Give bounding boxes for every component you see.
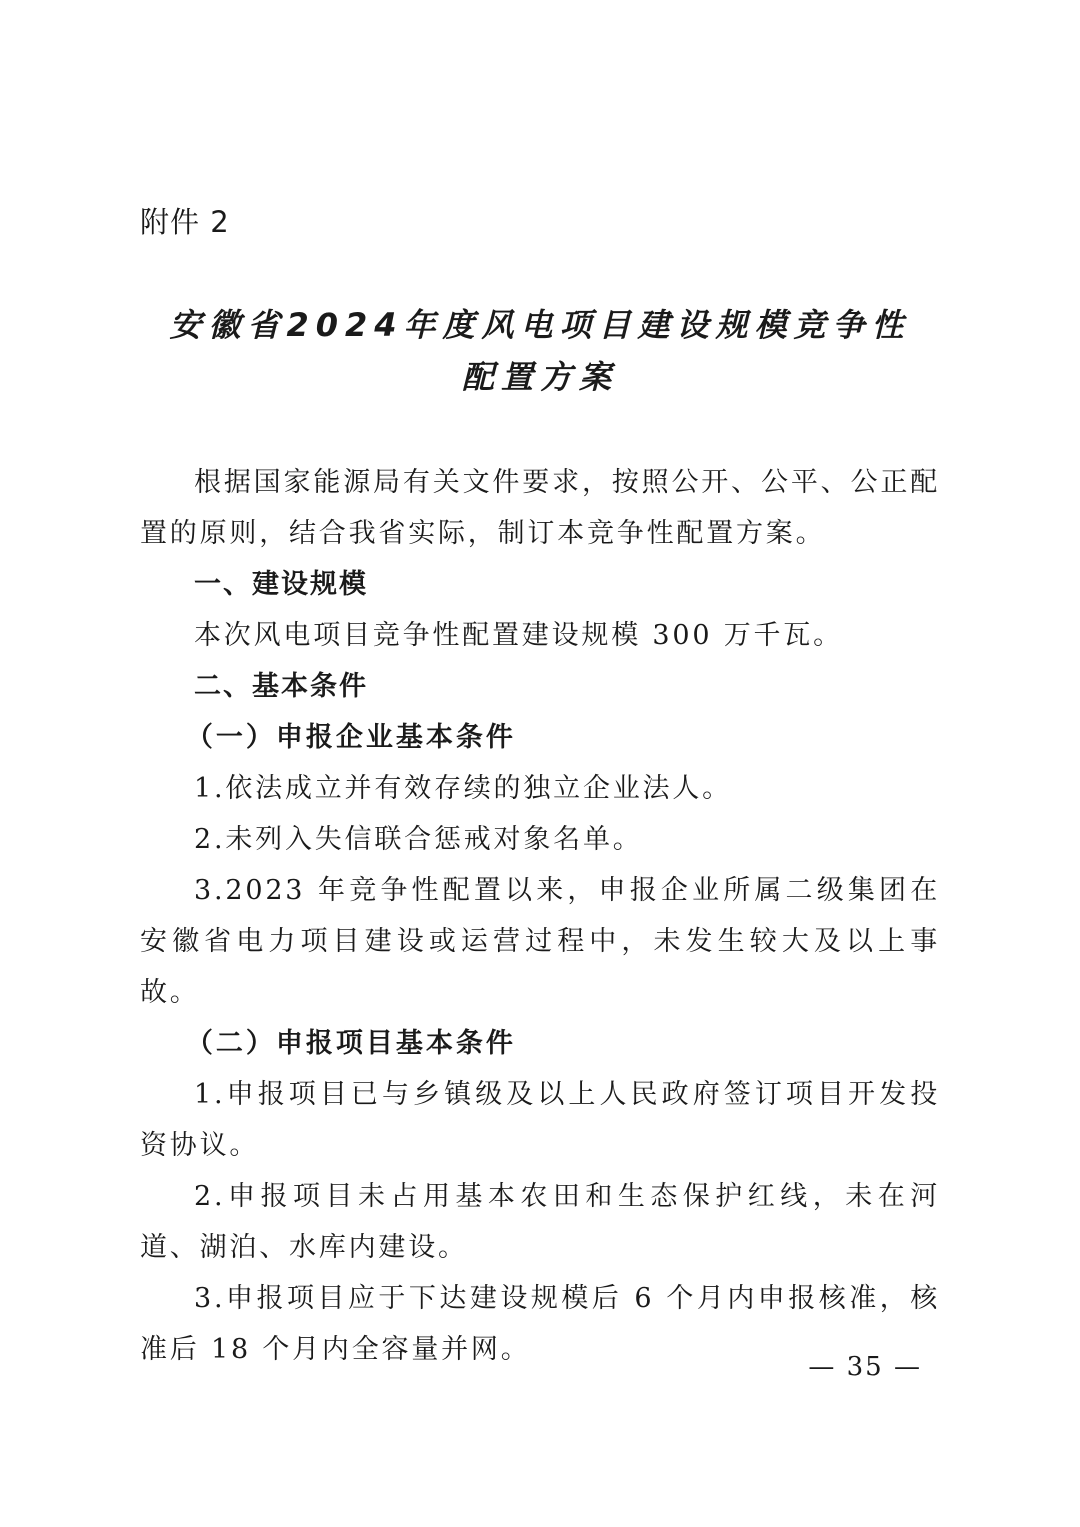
document-body [140,457,940,1375]
project-condition-1: 1.申报项目已与乡镇级及以上人民政府签订项目开发投资协议。 [140,1079,940,1161]
enterprise-condition-3: 3.2023 年竞争性配置以来，申报企业所属二级集团在安徽省电力项目建设或运营过程中，未发生较大及以上事故。 [140,875,940,1008]
attachment-label: 附件 2 [140,205,230,239]
enterprise-condition-2: 2.未列入失信联合惩戒对象名单。 [194,824,643,855]
subsection-heading-project: （二）申报项目基本条件 [185,1028,516,1059]
section-heading-conditions: 二、基本条件 [194,671,368,702]
document-title-line-1: 安徽省2024年度风电项目建设规模竞争性 [169,306,911,344]
project-condition-3: 3.申报项目应于下达建设规模后 6 个月内申报核准，核准后 18 个月内全容量并网。 [140,1283,940,1365]
scale-paragraph: 本次风电项目竞争性配置建设规模 300 万千瓦。 [194,620,843,651]
page-number: — 35 — [808,1352,922,1382]
subsection-heading-enterprise: （一）申报企业基本条件 [185,722,516,753]
section-heading-scale: 一、建设规模 [194,569,368,600]
project-condition-2: 2.申报项目未占用基本农田和生态保护红线，未在河道、湖泊、水库内建设。 [140,1181,940,1263]
enterprise-condition-1: 1.依法成立并有效存续的独立企业法人。 [194,773,732,804]
document-title-line-2: 配置方案 [461,358,618,396]
intro-paragraph: 根据国家能源局有关文件要求，按照公开、公平、公正配置的原则，结合我省实际，制订本竞争性配置方案。 [140,467,940,549]
